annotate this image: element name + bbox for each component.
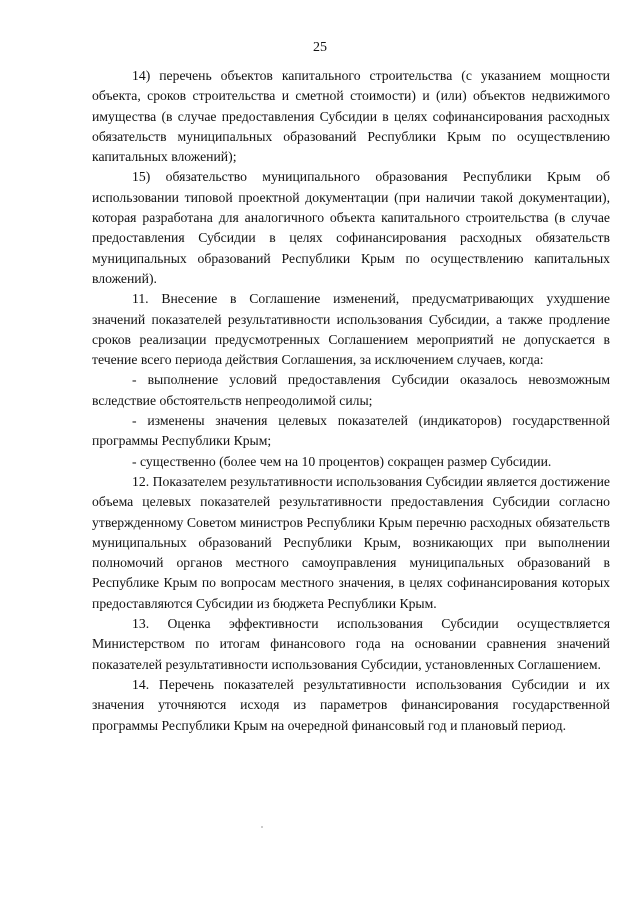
paragraph-item-14: 14) перечень объектов капитального строительства (с указанием мощности объекта, сроков строительства и сметной стоимости) и (или) объектов недвижимого имущества (в случае предоставления Субсидии в целях софинансирования расходных обязательств муниципальных образований Республики Крым по осуществлению капитальных вложений); [92,68,610,165]
bullet-indicators-changed: - изменены значения целевых показателей (индикаторов) государственной программы Республики Крым; [92,413,610,449]
paragraph-clause-14: 14. Перечень показателей результативности использования Субсидии и их значения уточняются исходя из параметров финансирования государственной программы Республики Крым на очередной финансовый год и плановый период. [92,676,610,733]
paragraph-clause-12: 12. Показателем результативности использования Субсидии является достижение объема целевых показателей результативности предоставления Субсидии согласно утвержденному Советом министров Республики Крым перечню расходных обязательств муниципальных образований Республики Крым, возникающих при выполнении полномочий органов местного самоуправления муниципальных образований в Республике Крым по вопросам местного значения, в целях софинансирования которых предоставляются Субсидии из бюджета Республики Крым. [92,473,610,611]
page-number: 25 [313,40,327,55]
paragraph-clause-13: 13. Оценка эффективности использования Субсидии осуществляется Министерством по итогам финансового года на основании сравнения значений показателей результативности использования Субсидии, установленных Соглашением. [92,616,610,672]
bullet-force-majeure: - выполнение условий предоставления Субсидии оказалось невозможным вследствие обстоятельств непреодолимой силы; [92,372,610,408]
paragraph-clause-11: 11. Внесение в Соглашение изменений, предусматривающих ухудшение значений показателей результативности использования Субсидии, а также продление сроков реализации предусмотренных Соглашением мероприятий не допускается в течение всего периода действия Соглашения, за исключением случаев, когда: [92,291,610,368]
bullet-subsidy-reduced: - существенно (более чем на 10 процентов) сокращен размер Субсидии. [132,453,552,469]
paragraph-item-15: 15) обязательство муниципального образования Республики Крым об использовании типовой проектной документации (при наличии такой документации), которая разработана для аналогичного объекта капитального строительства (в случае предоставления Субсидии в целях софинансирования расходных обязательств муниципальных образований Республики Крым по осуществлению капитальных вложений). [92,169,610,286]
scan-speck [261,826,263,828]
document-body [92,66,610,736]
